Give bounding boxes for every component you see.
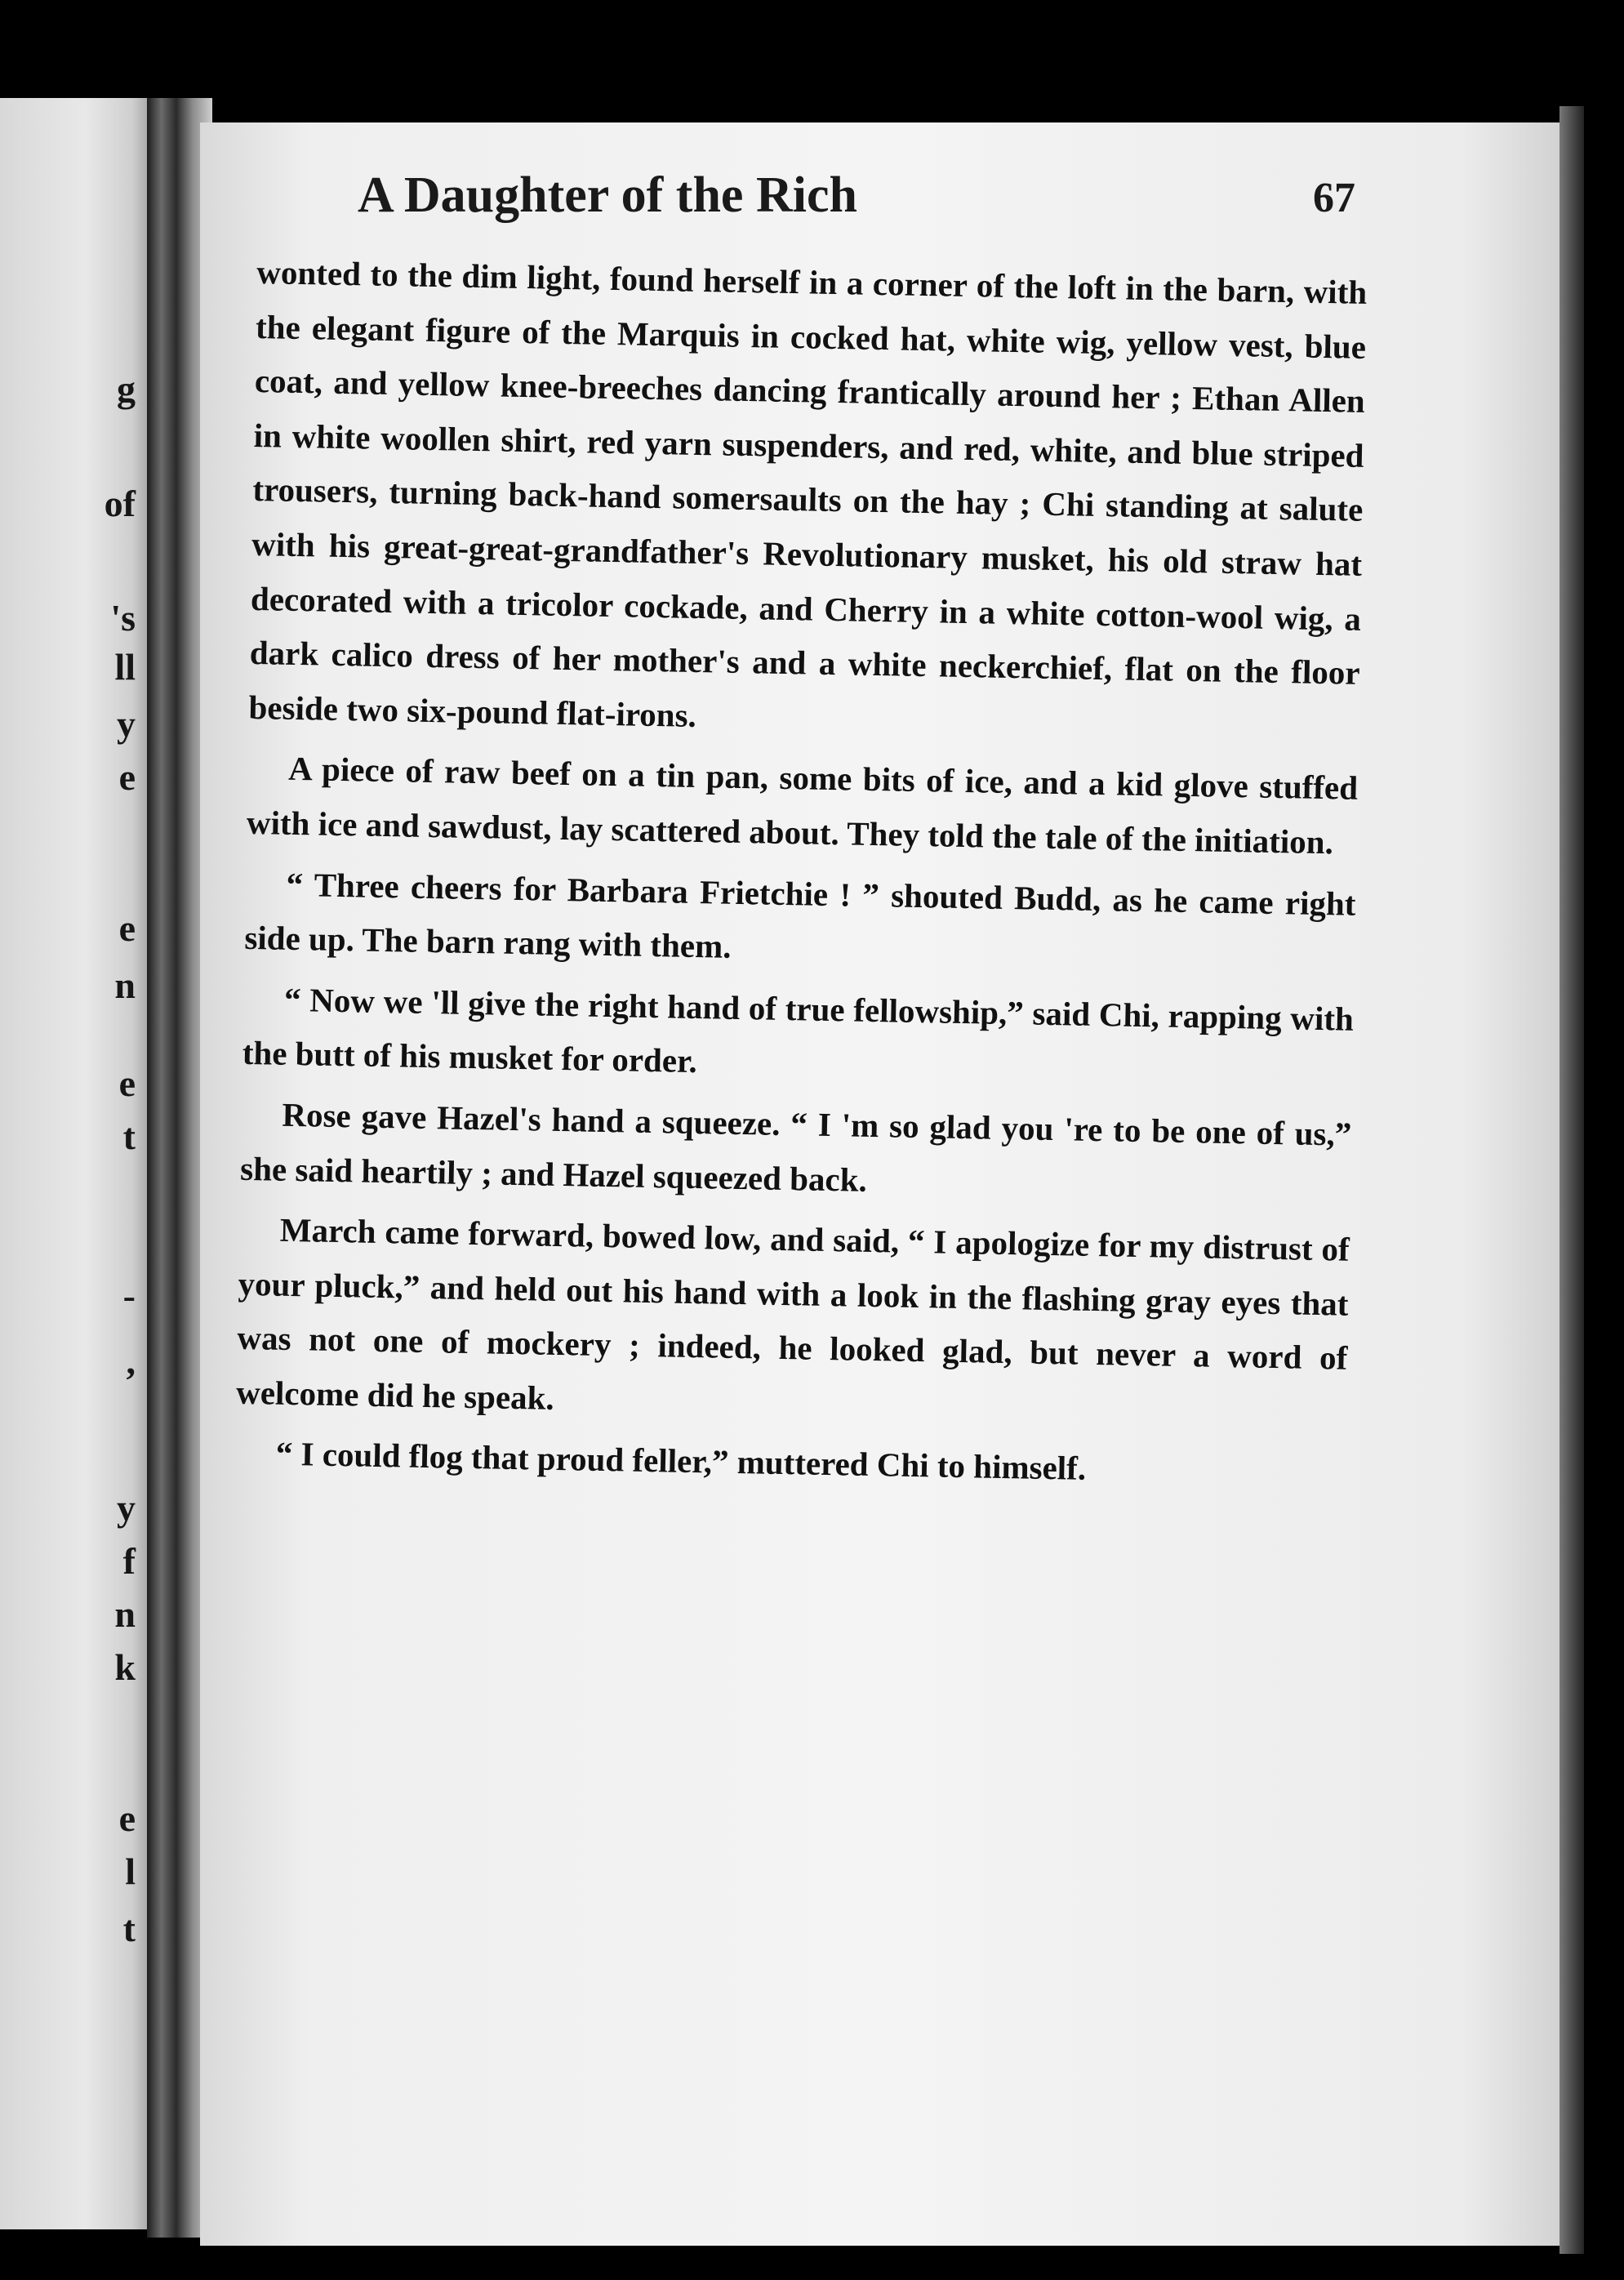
left-page-fragment: n [114, 1593, 136, 1635]
left-page-fragment: e [118, 1062, 136, 1104]
paragraph: “ I could flog that proud feller,” muttered Chi to himself. [275, 1435, 1087, 1488]
left-page-fragment: ll [114, 646, 136, 688]
left-page-fragment: e [118, 756, 136, 798]
left-page-fragment: y [117, 1487, 136, 1529]
left-page-fragment: 's [110, 597, 136, 639]
paragraph: wonted to the dim light, found herself in a corner of the loft in the barn, with the elegant figure of the Marquis in cocked hat, white wig, yellow vest, blue coat, and yellow knee-breeches dancing frantically around her ; Ethan Allen in white woollen shirt, red yarn suspenders, and red, white, and blue striped trousers, turning back-hand somersaults on the hay ; Chi standing at salute with his great-great-grandfather's Revolutionary musket, his old straw hat decorated with a tricolor cockade, and Cherry in a white cotton-wool wig, a dark calico dress of her mother's and a white neckerchief, flat on the floor beside two six-pound flat-irons. [248, 252, 1368, 734]
paragraph: “ Three cheers for Barbara Frietchie ! ” shouted Budd, as he came right side up. The barn rang with them. [244, 865, 1356, 965]
paragraph: A piece of raw beef on a tin pan, some bits of ice, and a kid glove stuffed with ice and sawdust, lay scattered about. They told the tale of the initiation. [246, 750, 1359, 862]
page-header [351, 167, 1355, 225]
page-number: 67 [1313, 175, 1355, 221]
left-page-fragment: f [122, 1540, 136, 1582]
left-page-fragment: t [122, 1908, 136, 1949]
left-page-fragment: k [114, 1646, 136, 1688]
paragraph: March came forward, bowed low, and said, “ I apologize for my distrust of your pluck,” and held out his hand with a look in the flashing gray eyes that was not one of mockery ; indeed, he looked glad, but never a word of welcome did he speak. [235, 1210, 1350, 1417]
left-page-fragment: e [118, 907, 136, 949]
paragraph: Rose gave Hazel's hand a squeeze. “ I 'm so glad you 're to be one of us,” she said heartily ; and Hazel squeezed back. [239, 1095, 1352, 1199]
left-page-fragment: l [125, 1850, 136, 1892]
page-edge-shadow [1559, 106, 1584, 2254]
left-facing-page [0, 98, 155, 2229]
left-page-fragment: - [122, 1275, 136, 1316]
left-page-fragment: g [117, 368, 136, 410]
left-page-fragment: e [118, 1797, 136, 1839]
left-page-fragment: , [126, 1340, 136, 1382]
left-page-fragment: t [122, 1116, 136, 1157]
running-title: A Daughter of the Rich [358, 167, 857, 223]
left-page-fragment: of [104, 483, 136, 524]
left-page-fragment: y [117, 703, 136, 745]
paragraph: “ Now we 'll give the right hand of true fellowship,” said Chi, rapping with the butt of his musket for order. [242, 980, 1355, 1080]
body-text [234, 245, 1368, 1507]
left-page-fragment: n [114, 964, 136, 1006]
